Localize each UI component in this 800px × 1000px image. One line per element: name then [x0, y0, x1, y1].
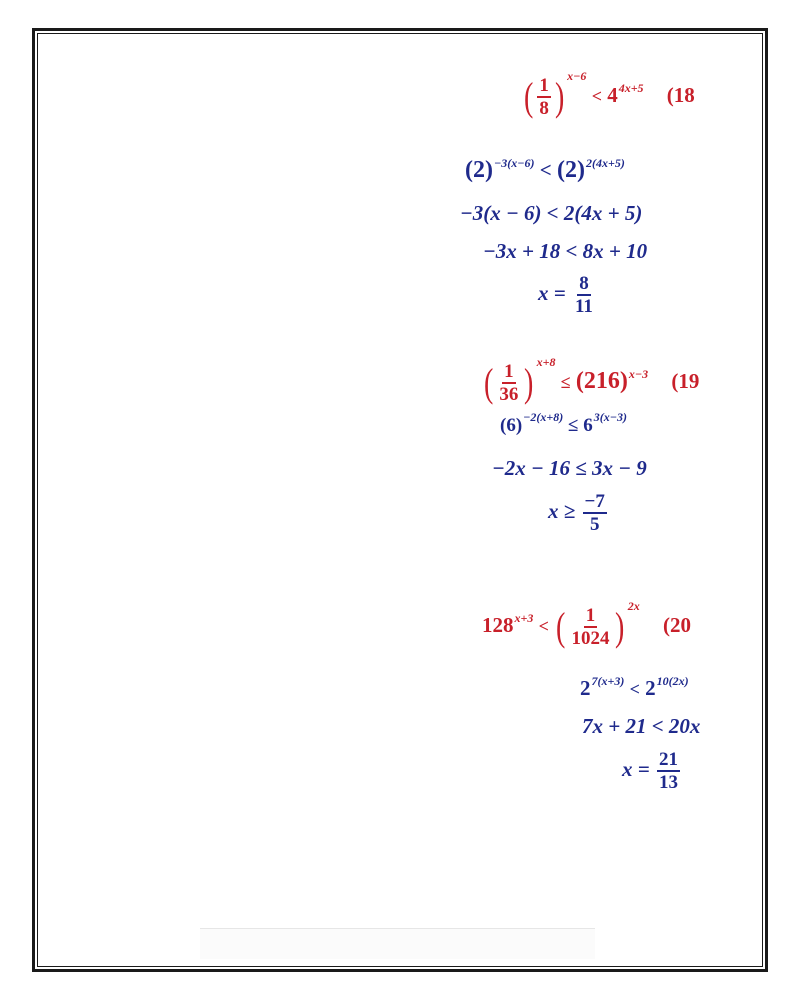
problem-20-statement: $128^{x+3}$ < ( $\frac{1}{1024}$ ) $^{2x}$ (20 [482, 598, 692, 649]
problem-number: (20 [663, 612, 692, 637]
problem-18-step-3: −3x + 18 < 8x + 10 [483, 239, 648, 263]
problem-18-step-1: $(2)^{-3(x-6)} < (2)^{2(4x+5)}$ [465, 156, 625, 183]
problem-19-answer: x ≥ $\frac{-7}{5}$ [548, 491, 605, 535]
fraction: $\frac{1}{8}$ [539, 75, 549, 119]
problem-19-step-2: −2x − 16 ≤ 3x − 9 [492, 456, 647, 480]
problem-number: (18 [666, 82, 695, 107]
problem-number: (19 [671, 368, 700, 393]
bottom-strip [200, 928, 595, 959]
problem-18-statement: ( $\frac{1}{8}$ ) $^{x-6} < 4^{4x+5}$ (18 [523, 68, 695, 119]
problem-18-step-2: −3(x − 6) < 2(4x + 5) [460, 201, 643, 225]
problem-19-statement: ( $\frac{1}{36}$ ) $^{x+8} \le (216)^{x-3}$ (19 [483, 354, 700, 405]
problem-18-answer: x = $\frac{8}{11}$ [538, 273, 593, 317]
problem-20-step-2: 7x + 21 < 20x [582, 714, 701, 738]
problem-19-step-1: $(6)^{-2(x+8)} \le 6^{3(x-3)}$ [500, 410, 627, 436]
page-frame [32, 28, 768, 972]
problem-20-answer: x = $\frac{21}{13}$ [622, 749, 678, 793]
problem-20-step-1: $2^{7(x+3)} < 2^{10(2x)}$ [580, 674, 689, 700]
